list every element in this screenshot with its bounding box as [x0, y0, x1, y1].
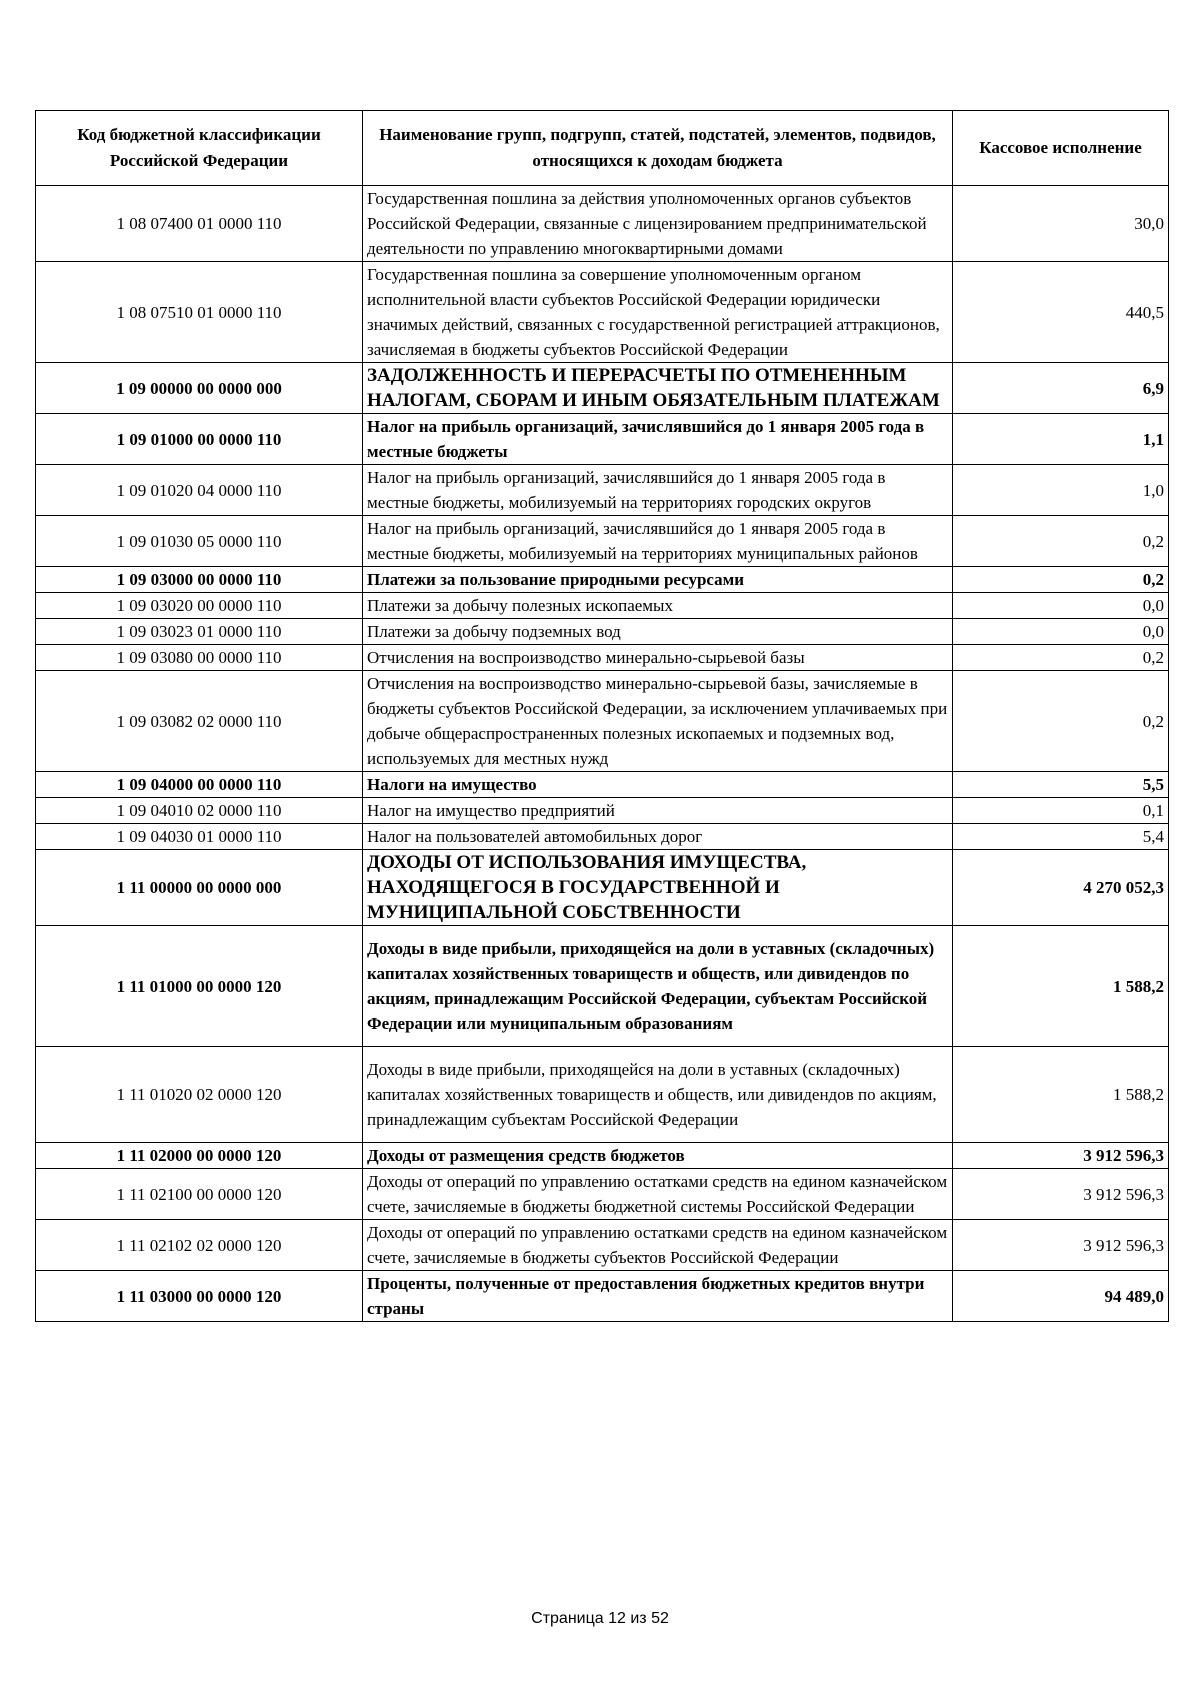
- row-code: 1 09 03000 00 0000 110: [36, 567, 363, 593]
- row-name: Доходы в виде прибыли, приходящейся на доли в уставных (складочных) капиталах хозяйственных товариществ и обществ, или дивидендов по акциям, принадлежащим субъектам Российской Федерации: [363, 1047, 953, 1143]
- table-row: [36, 516, 1169, 567]
- row-value: 4 270 052,3: [953, 850, 1169, 926]
- row-value: 1,1: [953, 414, 1169, 465]
- row-code: 1 09 03080 00 0000 110: [36, 645, 363, 671]
- row-value: 3 912 596,3: [953, 1143, 1169, 1169]
- budget-revenue-table: [35, 110, 1169, 1322]
- row-code: 1 09 04010 02 0000 110: [36, 798, 363, 824]
- row-value: 94 489,0: [953, 1271, 1169, 1322]
- row-name: Платежи за добычу полезных ископаемых: [363, 593, 953, 619]
- row-name: Отчисления на воспроизводство минерально-сырьевой базы: [363, 645, 953, 671]
- table-row: [36, 186, 1169, 262]
- row-value: 5,5: [953, 772, 1169, 798]
- table-row: [36, 671, 1169, 772]
- table-row: [36, 798, 1169, 824]
- header-value: Кассовое исполнение: [953, 111, 1169, 186]
- header-name: Наименование групп, подгрупп, статей, подстатей, элементов, подвидов, относящихся к доходам бюджета: [363, 111, 953, 186]
- table-row: [36, 1143, 1169, 1169]
- row-code: 1 11 01020 02 0000 120: [36, 1047, 363, 1143]
- row-name: Отчисления на воспроизводство минерально-сырьевой базы, зачисляемые в бюджеты субъектов Российской Федерации, за исключением уплачиваемых при добыче общераспространенных полезных ископаемых и подземных вод, используемых для местных нужд: [363, 671, 953, 772]
- row-value: 3 912 596,3: [953, 1169, 1169, 1220]
- row-value: 3 912 596,3: [953, 1220, 1169, 1271]
- table-row: [36, 1047, 1169, 1143]
- row-name: ДОХОДЫ ОТ ИСПОЛЬЗОВАНИЯ ИМУЩЕСТВА, НАХОДЯЩЕГОСЯ В ГОСУДАРСТВЕННОЙ И МУНИЦИПАЛЬНОЙ СОБСТВЕННОСТИ: [363, 850, 953, 926]
- row-name: ЗАДОЛЖЕННОСТЬ И ПЕРЕРАСЧЕТЫ ПО ОТМЕНЕННЫМ НАЛОГАМ, СБОРАМ И ИНЫМ ОБЯЗАТЕЛЬНЫМ ПЛАТЕЖАМ: [363, 363, 953, 414]
- row-name: Доходы в виде прибыли, приходящейся на доли в уставных (складочных) капиталах хозяйственных товариществ и обществ, или дивидендов по акциям, принадлежащим Российской Федерации, субъектам Российской Федерации или муниципальным образованиям: [363, 926, 953, 1047]
- row-value: 0,2: [953, 671, 1169, 772]
- table-row: [36, 567, 1169, 593]
- row-value: 0,2: [953, 645, 1169, 671]
- row-code: 1 11 03000 00 0000 120: [36, 1271, 363, 1322]
- row-value: 6,9: [953, 363, 1169, 414]
- table-row: [36, 850, 1169, 926]
- row-value: 0,1: [953, 798, 1169, 824]
- table-row: [36, 926, 1169, 1047]
- row-value: 0,0: [953, 619, 1169, 645]
- page-number: Страница 12 из 52: [531, 1610, 669, 1627]
- row-code: 1 09 03082 02 0000 110: [36, 671, 363, 772]
- table-row: [36, 465, 1169, 516]
- table-row: [36, 363, 1169, 414]
- row-name: Налог на прибыль организаций, зачислявшийся до 1 января 2005 года в местные бюджеты, мобилизуемый на территориях городских округов: [363, 465, 953, 516]
- row-code: 1 11 02000 00 0000 120: [36, 1143, 363, 1169]
- table-row: [36, 414, 1169, 465]
- table-row: [36, 1271, 1169, 1322]
- row-code: 1 09 01020 04 0000 110: [36, 465, 363, 516]
- row-name: Доходы от операций по управлению остатками средств на едином казначейском счете, зачисляемые в бюджеты бюджетной системы Российской Федерации: [363, 1169, 953, 1220]
- row-value: 5,4: [953, 824, 1169, 850]
- row-value: 0,2: [953, 516, 1169, 567]
- row-code: 1 11 02102 02 0000 120: [36, 1220, 363, 1271]
- row-code: 1 09 00000 00 0000 000: [36, 363, 363, 414]
- table-row: [36, 619, 1169, 645]
- table-row: [36, 824, 1169, 850]
- row-code: 1 09 04030 01 0000 110: [36, 824, 363, 850]
- table-row: [36, 262, 1169, 363]
- row-name: Платежи за добычу подземных вод: [363, 619, 953, 645]
- row-value: 0,2: [953, 567, 1169, 593]
- row-code: 1 09 01030 05 0000 110: [36, 516, 363, 567]
- row-code: 1 11 01000 00 0000 120: [36, 926, 363, 1047]
- row-value: 1,0: [953, 465, 1169, 516]
- row-name: Налог на прибыль организаций, зачислявшийся до 1 января 2005 года в местные бюджеты, мобилизуемый на территориях муниципальных районов: [363, 516, 953, 567]
- table-row: [36, 593, 1169, 619]
- row-value: 440,5: [953, 262, 1169, 363]
- row-value: 30,0: [953, 186, 1169, 262]
- row-code: 1 09 04000 00 0000 110: [36, 772, 363, 798]
- row-name: Доходы от размещения средств бюджетов: [363, 1143, 953, 1169]
- row-code: 1 09 01000 00 0000 110: [36, 414, 363, 465]
- row-code: 1 08 07510 01 0000 110: [36, 262, 363, 363]
- table-row: [36, 1220, 1169, 1271]
- row-name: Налог на пользователей автомобильных дорог: [363, 824, 953, 850]
- row-value: 1 588,2: [953, 926, 1169, 1047]
- row-name: Государственная пошлина за совершение уполномоченным органом исполнительной власти субъектов Российской Федерации юридически значимых действий, связанных с государственной регистрацией аттракционов, зачисляемая в бюджеты субъектов Российской Федерации: [363, 262, 953, 363]
- row-name: Налог на имущество предприятий: [363, 798, 953, 824]
- table-header-row: [36, 111, 1169, 186]
- row-code: 1 09 03023 01 0000 110: [36, 619, 363, 645]
- row-code: 1 08 07400 01 0000 110: [36, 186, 363, 262]
- row-code: 1 09 03020 00 0000 110: [36, 593, 363, 619]
- header-code: Код бюджетной классификации Российской Федерации: [36, 111, 363, 186]
- row-name: Доходы от операций по управлению остатками средств на едином казначейском счете, зачисляемые в бюджеты субъектов Российской Федерации: [363, 1220, 953, 1271]
- table-body: [36, 186, 1169, 1322]
- row-name: Государственная пошлина за действия уполномоченных органов субъектов Российской Федерации, связанные с лицензированием предпринимательской деятельности по управлению многоквартирными домами: [363, 186, 953, 262]
- table-row: [36, 1169, 1169, 1220]
- row-value: 1 588,2: [953, 1047, 1169, 1143]
- row-name: Платежи за пользование природными ресурсами: [363, 567, 953, 593]
- row-name: Налог на прибыль организаций, зачислявшийся до 1 января 2005 года в местные бюджеты: [363, 414, 953, 465]
- row-name: Проценты, полученные от предоставления бюджетных кредитов внутри страны: [363, 1271, 953, 1322]
- row-code: 1 11 02100 00 0000 120: [36, 1169, 363, 1220]
- table-row: [36, 645, 1169, 671]
- row-value: 0,0: [953, 593, 1169, 619]
- table-row: [36, 772, 1169, 798]
- row-code: 1 11 00000 00 0000 000: [36, 850, 363, 926]
- row-name: Налоги на имущество: [363, 772, 953, 798]
